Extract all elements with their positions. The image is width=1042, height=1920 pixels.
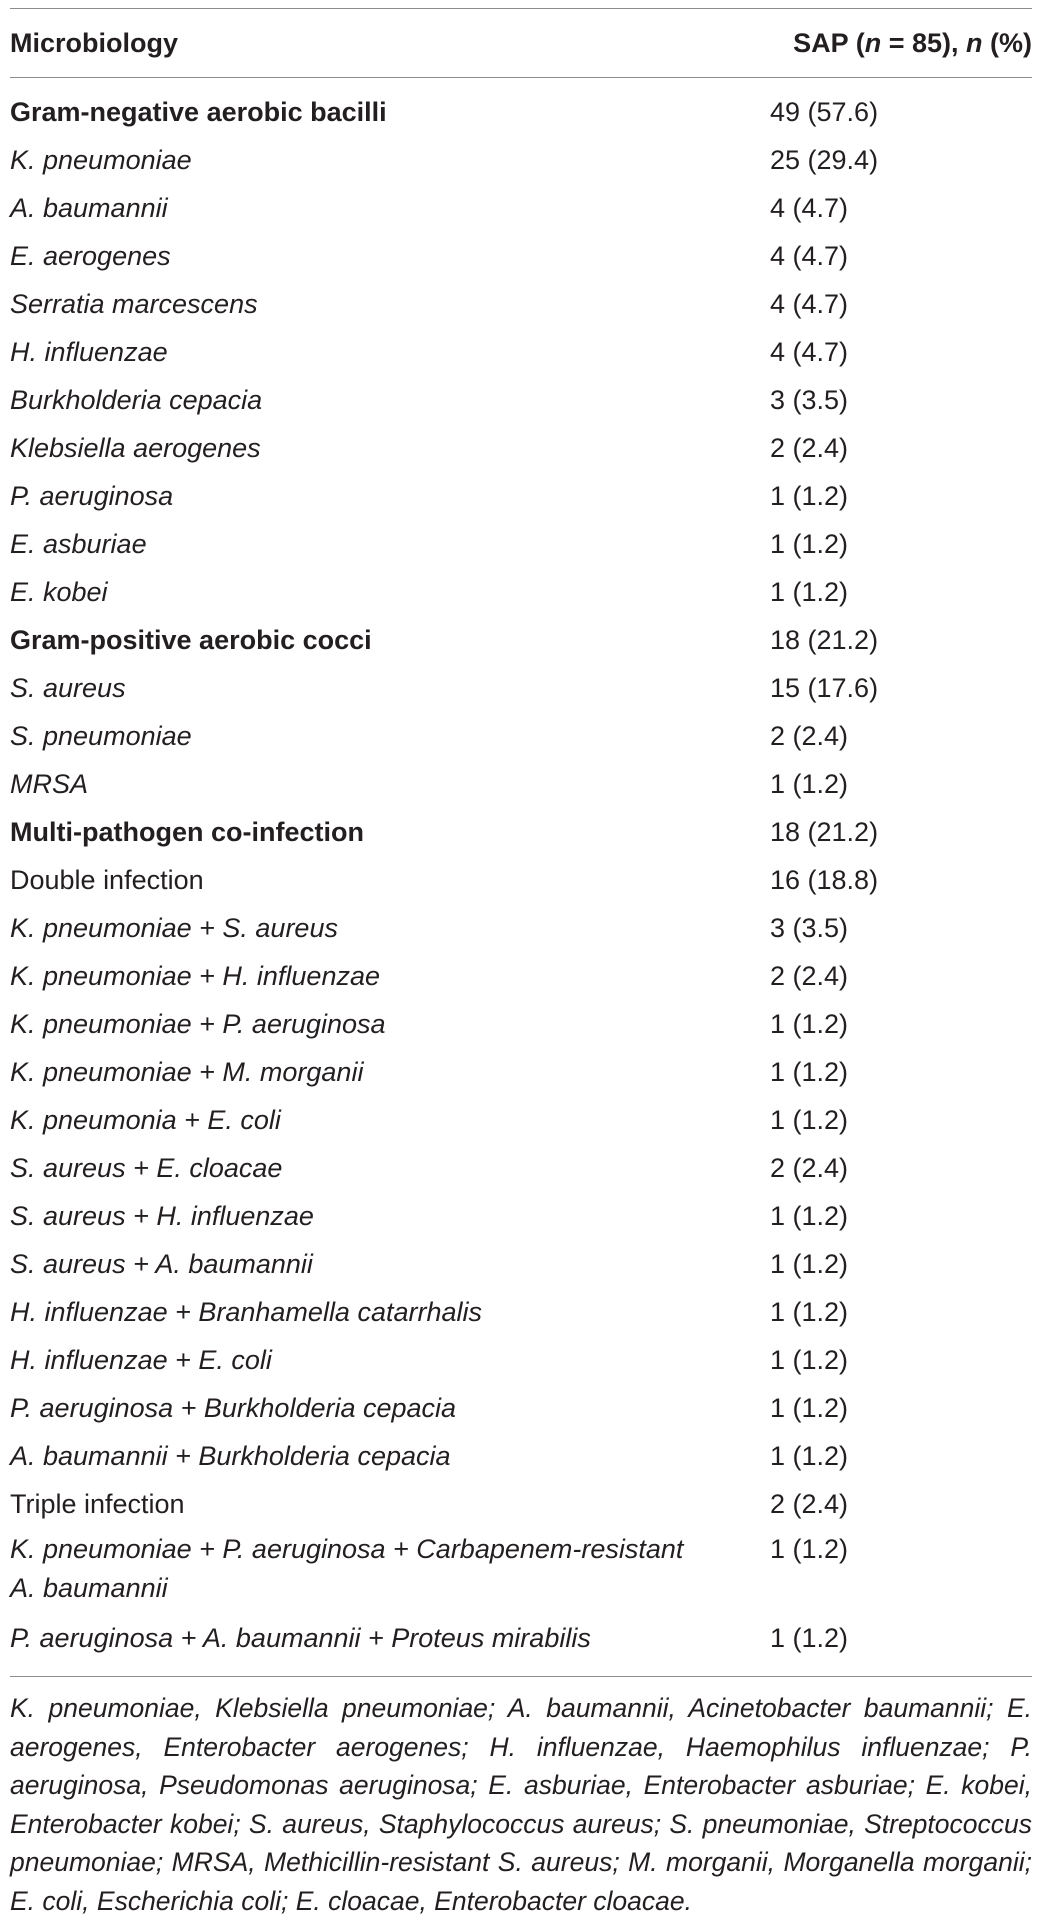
table-row xyxy=(10,1000,1032,1048)
table-row xyxy=(10,328,1032,376)
table-row xyxy=(10,808,1032,856)
row-value: 1 (1.2) xyxy=(770,1296,849,1327)
table-row xyxy=(10,616,1032,664)
table-row xyxy=(10,1528,1032,1614)
row-label: K. pneumoniae + M. morganii xyxy=(10,1056,364,1087)
table-row xyxy=(10,280,1032,328)
row-label: S. aureus + E. cloacae xyxy=(10,1152,283,1183)
table-row xyxy=(10,520,1032,568)
table-row xyxy=(10,904,1032,952)
row-value: 1 (1.2) xyxy=(770,1104,849,1135)
row-value: 1 (1.2) xyxy=(770,768,849,799)
row-value: 2 (2.4) xyxy=(770,720,849,751)
table-row xyxy=(10,136,1032,184)
row-label: H. influenzae + Branhamella catarrhalis xyxy=(10,1296,482,1327)
row-label: P. aeruginosa + A. baumannii + Proteus mirabilis xyxy=(10,1622,591,1653)
row-value: 1 (1.2) xyxy=(770,576,849,607)
row-label: A. baumannii xyxy=(10,192,168,223)
row-label: Burkholderia cepacia xyxy=(10,384,263,415)
row-label-line1: K. pneumoniae + P. aeruginosa + Carbapenem-resistant xyxy=(10,1534,684,1564)
table-row xyxy=(10,376,1032,424)
row-value: 1 (1.2) xyxy=(770,480,849,511)
header-sap: SAP (n = 85), n (%) xyxy=(793,27,1032,58)
row-label: A. baumannii + Burkholderia cepacia xyxy=(10,1440,451,1471)
table-row xyxy=(10,568,1032,616)
row-label: Klebsiella aerogenes xyxy=(10,432,261,463)
category-label: Gram-negative aerobic bacilli xyxy=(10,96,387,127)
row-value: 1 (1.2) xyxy=(770,1344,849,1375)
row-label: P. aeruginosa xyxy=(10,480,174,511)
row-value: 4 (4.7) xyxy=(770,192,849,223)
row-label: S. aureus + H. influenzae xyxy=(10,1200,314,1231)
row-value: 16 (18.8) xyxy=(770,864,879,895)
row-value: 4 (4.7) xyxy=(770,336,849,367)
row-value: 1 (1.2) xyxy=(770,1440,849,1471)
table-row xyxy=(10,1096,1032,1144)
row-label: S. pneumoniae xyxy=(10,720,192,751)
table-row xyxy=(10,1048,1032,1096)
table-row xyxy=(10,424,1032,472)
row-value: 1 (1.2) xyxy=(770,1008,849,1039)
row-value: 1 (1.2) xyxy=(770,1056,849,1087)
row-value: 2 (2.4) xyxy=(770,432,849,463)
row-label: MRSA xyxy=(10,768,89,799)
row-label xyxy=(10,1530,770,1608)
row-value: 1 (1.2) xyxy=(770,1622,849,1653)
table-row xyxy=(10,1336,1032,1384)
table-row xyxy=(10,1432,1032,1480)
row-value: 2 (2.4) xyxy=(770,960,849,991)
table-body xyxy=(0,78,1042,1676)
table-row xyxy=(10,952,1032,1000)
row-label: H. influenzae xyxy=(10,336,168,367)
row-label: K. pneumoniae + P. aeruginosa xyxy=(10,1008,386,1039)
table-footnote: K. pneumoniae, Klebsiella pneumoniae; A. baumannii, Acinetobacter baumannii; E. aerogenes, Enterobacter aerogenes; H. influenzae, Haemophilus influenzae; P. aeruginosa, Pseudomonas aeruginosa; E. asburiae, Enterobacter asburiae; E. kobei, Enterobacter kobei; S. aureus, Staphylococcus aureus; S. pneumoniae, Streptococcus pneumoniae; MRSA, Methicillin-resistant S. aureus; M. morganii, Morganella morganii; E. coli, Escherichia coli; E. cloacae, Enterobacter cloacae. xyxy=(10,1693,1032,1916)
row-label: S. aureus xyxy=(10,672,126,703)
row-value: 1 (1.2) xyxy=(770,1248,849,1279)
header-microbiology: Microbiology xyxy=(10,27,178,58)
row-label: S. aureus + A. baumannii xyxy=(10,1248,313,1279)
row-value: 3 (3.5) xyxy=(770,912,849,943)
row-label: K. pneumoniae + S. aureus xyxy=(10,912,338,943)
table-row xyxy=(10,1614,1032,1662)
table-row xyxy=(10,184,1032,232)
row-value: 2 (2.4) xyxy=(770,1488,849,1519)
table-row xyxy=(10,88,1032,136)
row-value: 3 (3.5) xyxy=(770,384,849,415)
subgroup-label: Triple infection xyxy=(10,1488,185,1519)
row-label: P. aeruginosa + Burkholderia cepacia xyxy=(10,1392,457,1423)
table-row xyxy=(10,1144,1032,1192)
table-row xyxy=(10,1480,1032,1528)
row-value: 18 (21.2) xyxy=(770,816,879,847)
row-label: K. pneumonia + E. coli xyxy=(10,1104,281,1135)
row-value: 4 (4.7) xyxy=(770,288,849,319)
table-row xyxy=(10,664,1032,712)
table-row xyxy=(10,472,1032,520)
row-label: H. influenzae + E. coli xyxy=(10,1344,272,1375)
row-value: 1 (1.2) xyxy=(770,1200,849,1231)
table-row xyxy=(10,1384,1032,1432)
table-row xyxy=(10,760,1032,808)
row-value: 2 (2.4) xyxy=(770,1152,849,1183)
table-row xyxy=(10,1192,1032,1240)
row-label: E. aerogenes xyxy=(10,240,171,271)
category-label: Gram-positive aerobic cocci xyxy=(10,624,372,655)
row-value: 49 (57.6) xyxy=(770,96,879,127)
row-label: Serratia marcescens xyxy=(10,288,258,319)
row-label: K. pneumoniae xyxy=(10,144,192,175)
row-value: 25 (29.4) xyxy=(770,144,879,175)
row-label-line2: A. baumannii xyxy=(10,1573,168,1603)
row-value: 15 (17.6) xyxy=(770,672,879,703)
table-row xyxy=(10,1240,1032,1288)
row-value: 1 (1.2) xyxy=(770,528,849,559)
row-value: 1 (1.2) xyxy=(770,1534,849,1564)
table-row xyxy=(10,1288,1032,1336)
row-value: 4 (4.7) xyxy=(770,240,849,271)
row-label: E. asburiae xyxy=(10,528,147,559)
table-row xyxy=(10,856,1032,904)
table-row xyxy=(10,712,1032,760)
table-header xyxy=(10,9,1032,77)
row-value: 1 (1.2) xyxy=(770,1392,849,1423)
row-label: E. kobei xyxy=(10,576,108,607)
row-label: K. pneumoniae + H. influenzae xyxy=(10,960,380,991)
subgroup-label: Double infection xyxy=(10,864,204,895)
row-value: 18 (21.2) xyxy=(770,624,879,655)
category-label: Multi-pathogen co-infection xyxy=(10,816,364,847)
table-row xyxy=(10,232,1032,280)
